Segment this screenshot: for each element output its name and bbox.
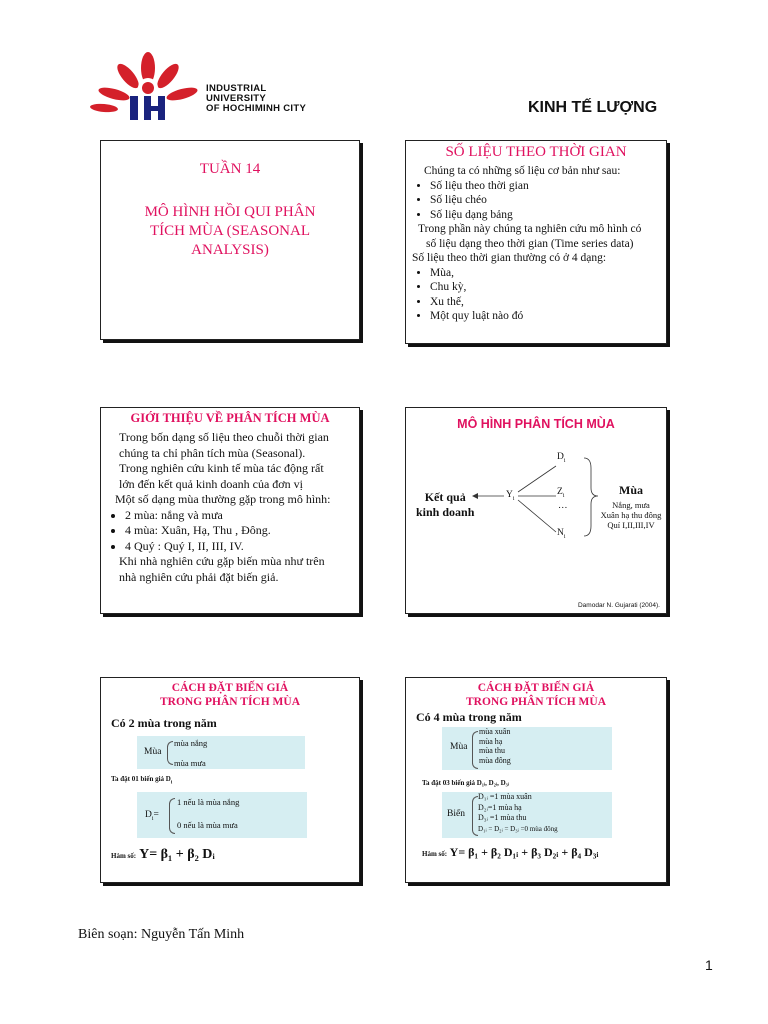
dummy-note-text: Ta đặt 01 biến giả D <box>111 775 171 783</box>
bien-label: Biến <box>447 809 465 819</box>
list-item: • Xu thế, <box>430 295 664 310</box>
slide3-title: GIỚI THIỆU VỀ PHÂN TÍCH MÙA <box>130 411 330 425</box>
mua-label: Mùa <box>144 747 162 757</box>
slide4-title: MÔ HÌNH PHÂN TÍCH MÙA <box>457 417 615 431</box>
slide3-p3: Một số dạng mùa thường gặp trong mô hình: <box>115 492 331 506</box>
func-label: Hàm số: <box>111 852 137 860</box>
slide6-title-line: TRONG PHÂN TÍCH MÙA <box>465 696 607 708</box>
logo-line-2: UNIVERSITY <box>206 93 267 104</box>
bien-item: D₃ᵢ =1 mùa thu <box>478 813 527 822</box>
brace-icon <box>472 731 478 769</box>
slide3-p1-line: Trong bốn dạng số liệu theo chuỗi thời gian <box>119 430 329 444</box>
slide-4 <box>405 407 667 614</box>
logo-flower-icon <box>86 50 206 122</box>
season-line: Nắng, mưa <box>612 500 650 510</box>
slide1-title-line: ANALYSIS) <box>191 242 269 258</box>
season-title: Mùa <box>619 483 643 497</box>
mua-list <box>479 727 511 765</box>
dummy-box-2 <box>137 792 307 838</box>
y-node <box>506 490 515 505</box>
slide2-para-line: số liệu dạng theo thời gian (Time series data) <box>426 237 634 250</box>
func-label: Hàm số: <box>422 850 448 858</box>
list-item: • Mùa, <box>430 266 664 281</box>
n-node <box>557 528 566 543</box>
mua-item: mùa đông <box>479 755 511 765</box>
slide-2 <box>405 140 667 344</box>
slide3-p1-line: chúng ta chỉ phân tích mùa (Seasonal). <box>119 445 306 460</box>
list-item: • Số liệu theo thời gian <box>430 179 664 194</box>
mua-item: mùa hạ <box>479 736 503 746</box>
season-line: Quí I,II,III,IV <box>607 520 655 530</box>
slide1-week: TUẦN 14 <box>199 161 261 177</box>
d-label: D <box>145 810 152 820</box>
d-label: D <box>557 452 564 462</box>
slide2-list-1 <box>412 179 664 223</box>
d-value: 0 nếu là mùa mưa <box>177 820 238 830</box>
slide3-list <box>107 508 357 555</box>
dummy-note: Ta đặt 03 biến giả D₁ᵢ, D₂ᵢ, D₃ᵢ <box>422 779 509 787</box>
n-sub: i <box>563 533 566 540</box>
d-node <box>557 452 566 467</box>
season-block <box>596 483 666 530</box>
slide-1 <box>100 140 360 340</box>
list-item: • 4 Quý : Quý I, II, III, IV. <box>125 539 357 555</box>
slide3-p2-line: Trong nghiên cứu kinh tế mùa tác động rất <box>119 461 324 475</box>
formula: Y= β₁ + β₂ D₁ᵢ + β₃ D₂ᵢ + β₄ D₃ᵢ <box>449 845 599 859</box>
list-item: • 4 mùa: Xuân, Hạ, Thu , Đông. <box>125 523 357 539</box>
list-item: • Chu kỳ, <box>430 280 664 295</box>
y-label: Y <box>506 490 513 500</box>
slide1-title-line: MÔ HÌNH HỒI QUI PHÂN <box>144 204 316 220</box>
formula: Y= β₁ + β₂ Dᵢ <box>139 847 215 862</box>
slide5-title-line: TRONG PHÂN TÍCH MÙA <box>159 696 301 708</box>
mua-item: mùa mưa <box>174 758 206 768</box>
dummy-note-sub: i <box>170 780 173 786</box>
mua-label: Mùa <box>450 742 468 752</box>
brace-icon <box>167 741 173 765</box>
slide6-formula-row <box>422 845 599 860</box>
season-box-4 <box>442 727 612 770</box>
slide1-title-line: TÍCH MÙA (SEASONAL <box>149 223 310 239</box>
slide5-heading: Có 2 mùa trong năm <box>111 716 217 730</box>
slide3-p4-line: Khi nhà nghiên cứu gặp biến mùa như trên <box>119 554 325 568</box>
mua-item: mùa xuân <box>479 727 511 736</box>
ellipsis: … <box>558 501 568 511</box>
z-sub: i <box>562 492 565 499</box>
n-label: N <box>557 528 564 538</box>
page-number: 1 <box>705 957 713 973</box>
slide1-title <box>101 203 359 260</box>
z-label: Z <box>557 487 563 497</box>
slide2-list-2 <box>412 266 664 324</box>
brace-icon <box>169 798 175 834</box>
slide2-para2: Số liệu theo thời gian thường có ở 4 dạng: <box>412 252 607 264</box>
mua-item: mùa nắng <box>174 738 208 748</box>
slide3-p2-line: lớn đến kết quả kinh doanh của đơn vị <box>119 476 303 491</box>
slide2-para-line: Trong phần này chúng ta nghiên cứu mô hình có <box>418 223 642 235</box>
slide3-p4-line: nhà nghiên cứu phải đặt biến giả. <box>119 569 279 584</box>
list-item: • Một quy luật nào đó <box>430 309 664 324</box>
mua-item: mùa thu <box>479 746 505 755</box>
list-item: • Số liệu dạng bảng <box>430 208 664 223</box>
logo-line-3: OF HOCHIMINH CITY <box>206 103 307 114</box>
slide-6 <box>405 677 667 883</box>
slide5-title-line: CÁCH ĐẶT BIẾN GIẢ <box>171 682 289 694</box>
eq-sign: = <box>153 810 159 820</box>
z-node <box>557 487 564 502</box>
university-logo <box>86 50 336 122</box>
logo-line-1: INDUSTRIAL <box>206 83 267 94</box>
list-item: • Số liệu chéo <box>430 193 664 208</box>
y-sub: i <box>512 495 515 502</box>
season-box-2 <box>137 736 305 769</box>
d-sub: i <box>563 457 566 464</box>
result-label-line: kinh doanh <box>416 505 475 519</box>
d-value: 1 nếu là mùa nắng <box>177 797 240 807</box>
bien-list <box>478 792 558 834</box>
slide6-heading: Có 4 mùa trong năm <box>416 710 522 724</box>
source-citation: Damodar N. Gujarati (2004). <box>577 602 660 609</box>
bien-item: D₂ᵢ=1 mùa hạ <box>478 802 522 812</box>
season-line: Xuân hạ thu đông <box>600 510 662 520</box>
bien-item: D₁ᵢ = D₂ᵢ = D₃ᵢ =0 mùa đông <box>478 824 558 833</box>
slide2-title: SỐ LIỆU THEO THỜI GIAN <box>445 144 627 160</box>
dummy-note <box>111 775 172 785</box>
slide5-title <box>101 681 359 709</box>
course-title: KINH TẾ LƯỢNG <box>528 99 658 116</box>
d-eq <box>145 810 159 825</box>
dummy-box-4 <box>442 792 612 838</box>
author-credit: Biên soạn: Nguyễn Tấn Minh <box>78 927 245 942</box>
slide6-title-line: CÁCH ĐẶT BIẾN GIẢ <box>477 682 595 694</box>
slide-3 <box>100 407 360 614</box>
slide5-formula-row <box>111 847 215 863</box>
bien-item: D₁ᵢ =1 mùa xuân <box>478 792 532 801</box>
list-item: • 2 mùa: nắng và mưa <box>125 508 357 524</box>
slide2-intro: Chúng ta có những số liệu cơ bản như sau: <box>424 165 621 177</box>
result-label <box>416 490 474 520</box>
result-label-line: Kết quả <box>424 490 466 504</box>
slide-5 <box>100 677 360 883</box>
slide6-title <box>406 681 666 709</box>
d-sub: i <box>151 815 154 822</box>
